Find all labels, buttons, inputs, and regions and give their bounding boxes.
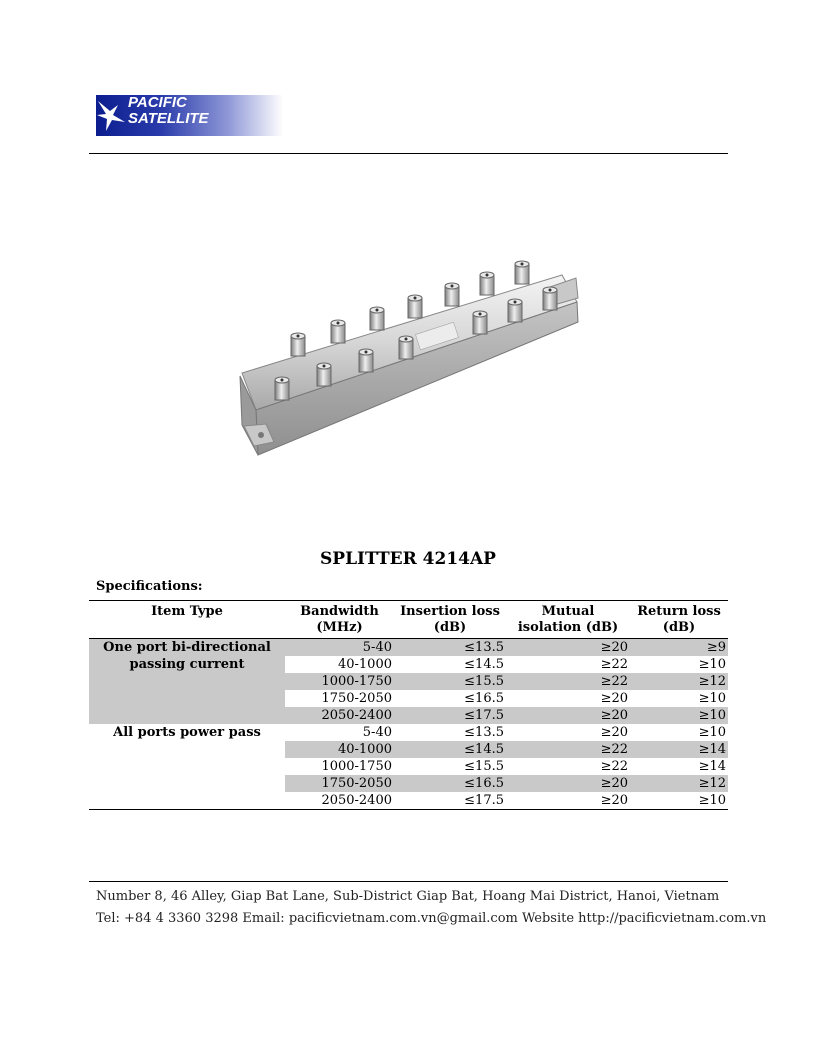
header-bandwidth: Bandwidth (MHz) <box>300 604 379 635</box>
table-row: One port bi-directional passing current 5-40 ≤13.5 ≥20 ≥9 <box>89 639 728 657</box>
table-row: 1750-2050 ≤16.5 ≥20 ≥10 <box>321 691 726 706</box>
table-row: 1000-1750 ≤15.5 ≥22 ≥14 <box>321 759 726 774</box>
bird-icon <box>96 95 128 136</box>
table-row: All ports power pass 5-40 ≤13.5 ≥20 ≥10 <box>89 724 728 741</box>
table-row: 1000-1750 ≤15.5 ≥22 ≥12 <box>89 673 728 690</box>
group-label-all-ports: All ports power pass <box>89 724 285 810</box>
table-row: 2050-2400 ≤17.5 ≥20 ≥10 <box>89 792 728 810</box>
product-photo <box>232 180 584 540</box>
table-row: 2050-2400 ≤17.5 ≥20 ≥10 <box>89 707 728 724</box>
header-mutual-isolation: Mutual isolation (dB) <box>517 604 619 635</box>
footer-contact: Tel: +84 4 3360 3298 Email: pacificvietnam.com.vn@gmail.com Website http://pacificvietnam.com.vn <box>96 911 767 926</box>
logo-wordmark: PACIFIC SATELLITE <box>128 95 209 127</box>
specifications-label: Specifications: <box>96 579 203 594</box>
table-header-row <box>89 601 728 639</box>
footer-divider <box>89 881 728 882</box>
header-return-loss: Return loss (dB) <box>637 604 721 635</box>
table-row: 1750-2050 ≤16.5 ≥20 ≥12 <box>89 775 728 792</box>
footer-address: Number 8, 46 Alley, Giap Bat Lane, Sub-District Giap Bat, Hoang Mai District, Hanoi, Vietnam <box>96 889 720 904</box>
product-title: SPLITTER 4214AP <box>320 549 496 569</box>
table-row: 40-1000 ≤14.5 ≥22 ≥10 <box>337 657 726 672</box>
company-logo <box>96 95 283 136</box>
group-label-one-port: One port bi-directional passing current <box>89 639 285 725</box>
header-insertion-loss: Insertion loss (dB) <box>400 604 500 635</box>
table-row: 40-1000 ≤14.5 ≥22 ≥14 <box>89 741 728 758</box>
header-divider <box>89 153 728 154</box>
header-item-type: Item Type <box>151 604 223 619</box>
specifications-table <box>89 600 728 810</box>
